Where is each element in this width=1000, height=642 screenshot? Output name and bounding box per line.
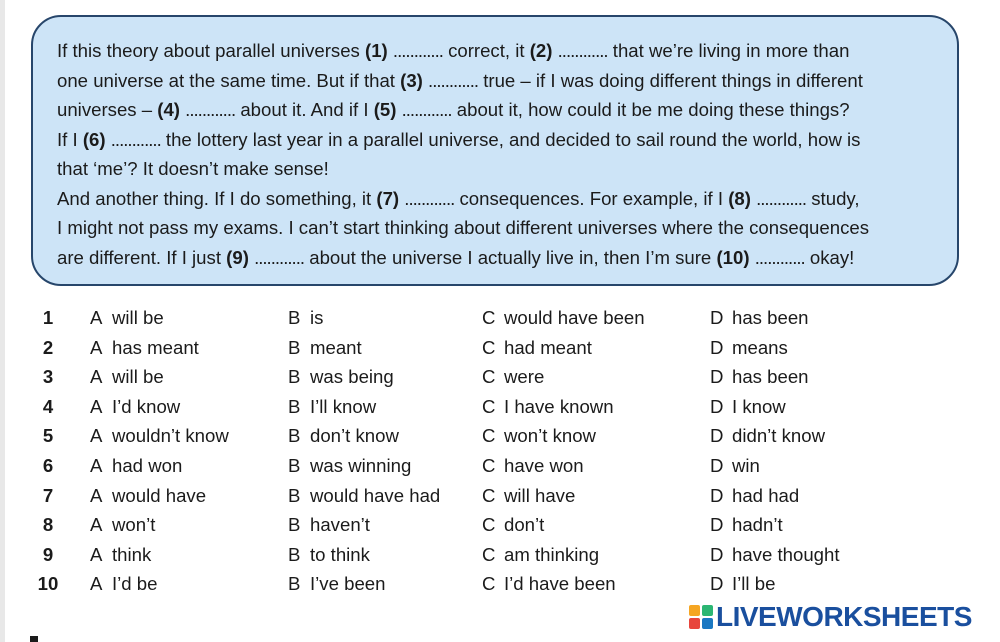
question-list xyxy=(0,303,1000,599)
option-letter: B xyxy=(288,514,301,536)
option-text: means xyxy=(732,336,788,358)
answer-blank[interactable]: ............ xyxy=(404,187,455,209)
option-text: I’d have been xyxy=(504,573,616,595)
question-number: 2 xyxy=(42,336,54,358)
option-letter: D xyxy=(710,425,724,447)
option-text: I’ll be xyxy=(732,573,776,595)
option-d[interactable] xyxy=(710,392,786,422)
option-b[interactable] xyxy=(288,569,385,599)
option-letter: D xyxy=(710,543,724,565)
option-text: had had xyxy=(732,484,800,506)
option-text: meant xyxy=(310,336,362,358)
gap-number: (5) xyxy=(373,99,397,120)
passage-text-run: that ‘me’? It doesn’t make sense! xyxy=(57,158,329,179)
answer-blank[interactable]: ............ xyxy=(428,69,479,91)
option-c[interactable] xyxy=(482,333,592,363)
passage-text-run: the lottery last year in a parallel universe, and decided to sail round the world, how is xyxy=(160,128,861,150)
option-letter: B xyxy=(288,366,301,388)
answer-blank[interactable]: ............ xyxy=(756,187,807,209)
passage-box xyxy=(31,15,959,286)
option-b[interactable] xyxy=(288,362,394,392)
passage-text xyxy=(57,36,939,272)
option-letter: C xyxy=(482,573,496,595)
option-b[interactable] xyxy=(288,392,376,422)
option-letter: B xyxy=(288,543,301,565)
option-letter: D xyxy=(710,573,724,595)
passage-line xyxy=(57,66,939,96)
option-a[interactable] xyxy=(90,540,151,570)
option-text: don’t xyxy=(504,514,545,536)
passage-text-run: consequences. For example, if I xyxy=(454,187,729,209)
passage-text-run: are different. If I just xyxy=(57,246,227,268)
passage-text-run: If this theory about parallel universes xyxy=(57,40,365,61)
question-number: 9 xyxy=(42,543,54,565)
option-letter: C xyxy=(482,514,496,536)
option-text: was winning xyxy=(310,454,412,476)
option-text: won’t xyxy=(112,514,156,536)
question-number: 5 xyxy=(42,425,54,447)
option-b[interactable] xyxy=(288,303,323,333)
option-a[interactable] xyxy=(90,392,180,422)
option-letter: D xyxy=(710,454,724,476)
option-letter: D xyxy=(710,395,724,417)
option-d[interactable] xyxy=(710,362,809,392)
option-a[interactable] xyxy=(90,481,206,511)
option-text: think xyxy=(112,543,152,565)
option-text: will be xyxy=(112,307,164,328)
option-text: wouldn’t know xyxy=(112,425,229,447)
option-text: I have known xyxy=(504,395,614,417)
passage-text-run: And another thing. If I do something, it xyxy=(57,187,377,209)
question-row xyxy=(0,510,1000,540)
passage-text-run: If I xyxy=(57,128,83,150)
option-letter: B xyxy=(288,425,301,447)
gap-number: (4) xyxy=(157,99,180,120)
passage-line xyxy=(57,125,939,155)
option-text: I’ve been xyxy=(310,573,386,595)
option-text: hadn’t xyxy=(732,514,783,536)
option-text: had meant xyxy=(504,336,592,358)
option-text: have won xyxy=(504,454,584,476)
option-text: am thinking xyxy=(504,543,600,565)
option-letter: C xyxy=(482,543,496,565)
option-letter: B xyxy=(288,573,301,595)
option-c[interactable] xyxy=(482,421,596,451)
question-row xyxy=(0,481,1000,511)
passage-text-run: true – if I was doing different things in different xyxy=(478,69,863,91)
option-letter: D xyxy=(710,307,724,328)
option-b[interactable] xyxy=(288,451,411,481)
question-number: 7 xyxy=(42,484,54,506)
passage-line xyxy=(57,213,939,243)
option-letter: A xyxy=(90,425,103,447)
option-d[interactable] xyxy=(710,451,760,481)
option-letter: A xyxy=(90,307,103,328)
option-letter: D xyxy=(710,514,724,536)
option-text: didn’t know xyxy=(732,425,826,447)
option-text: I’ll know xyxy=(310,395,377,417)
question-number: 10 xyxy=(37,573,59,595)
option-text: don’t know xyxy=(310,425,399,447)
passage-line xyxy=(57,243,939,273)
option-letter: D xyxy=(710,366,724,388)
option-b[interactable] xyxy=(288,510,370,540)
passage-text-run: okay! xyxy=(804,246,855,268)
answer-blank[interactable]: ............ xyxy=(557,40,608,61)
page-mark xyxy=(30,636,38,642)
answer-blank[interactable]: ............ xyxy=(185,99,236,120)
option-d[interactable] xyxy=(710,540,840,570)
option-a[interactable] xyxy=(90,362,164,392)
option-letter: D xyxy=(710,484,724,506)
answer-blank[interactable]: ............ xyxy=(110,128,161,150)
option-b[interactable] xyxy=(288,421,399,451)
passage-line xyxy=(57,184,939,214)
passage-text-run: about it. And if I xyxy=(235,99,374,120)
option-b[interactable] xyxy=(288,481,440,511)
option-c[interactable] xyxy=(482,451,584,481)
option-letter: A xyxy=(90,366,103,388)
option-letter: B xyxy=(288,395,301,417)
gap-number: (8) xyxy=(728,187,751,209)
question-number: 3 xyxy=(42,366,54,388)
option-text: had won xyxy=(112,454,183,476)
option-text: haven’t xyxy=(310,514,370,536)
option-text: won’t know xyxy=(504,425,596,447)
option-a[interactable] xyxy=(90,421,229,451)
option-text: I’d know xyxy=(112,395,181,417)
option-letter: B xyxy=(288,484,301,506)
option-text: has been xyxy=(732,366,809,388)
option-text: is xyxy=(310,307,324,328)
question-row xyxy=(0,421,1000,451)
passage-text-run: study, xyxy=(806,187,860,209)
option-text: were xyxy=(504,366,545,388)
passage-line xyxy=(57,36,939,66)
option-text: has been xyxy=(732,307,809,328)
question-number: 8 xyxy=(42,514,54,536)
option-text: I know xyxy=(732,395,786,417)
option-d[interactable] xyxy=(710,303,809,333)
option-text: I’d be xyxy=(112,573,158,595)
option-c[interactable] xyxy=(482,510,544,540)
option-c[interactable] xyxy=(482,481,575,511)
liveworksheets-logo xyxy=(689,603,972,631)
option-c[interactable] xyxy=(482,392,614,422)
option-letter: C xyxy=(482,307,496,328)
passage-text-run: one universe at the same time. But if that xyxy=(57,69,401,91)
option-letter: A xyxy=(90,514,103,536)
option-letter: B xyxy=(288,454,301,476)
option-a[interactable] xyxy=(90,510,155,540)
gap-number: (10) xyxy=(716,246,750,268)
option-text: would have xyxy=(112,484,207,506)
option-text: was being xyxy=(310,366,394,388)
option-letter: C xyxy=(482,425,496,447)
option-c[interactable] xyxy=(482,362,544,392)
passage-text-run: about it, how could it be me doing these things? xyxy=(451,99,850,120)
option-a[interactable] xyxy=(90,451,182,481)
gap-number: (3) xyxy=(400,69,423,91)
option-letter: C xyxy=(482,454,496,476)
option-letter: A xyxy=(90,395,103,417)
passage-text-run: correct, it xyxy=(442,40,530,61)
option-letter: B xyxy=(288,336,301,358)
option-c[interactable] xyxy=(482,569,616,599)
option-letter: C xyxy=(482,395,496,417)
option-d[interactable] xyxy=(710,569,775,599)
option-letter: A xyxy=(90,336,103,358)
option-text: would have been xyxy=(504,307,645,328)
option-d[interactable] xyxy=(710,421,825,451)
question-number: 1 xyxy=(42,307,54,328)
option-a[interactable] xyxy=(90,333,199,363)
liveworksheets-wordmark: LIVEWORKSHEETS xyxy=(716,601,972,632)
passage-text-run: I might not pass my exams. I can’t start thinking about different universes where the consequences xyxy=(57,217,870,238)
option-letter: A xyxy=(90,484,103,506)
option-letter: D xyxy=(710,336,724,358)
passage-text-run: universes – xyxy=(57,99,158,120)
passage-text-run: that we’re living in more than xyxy=(607,40,850,61)
question-row xyxy=(0,303,1000,333)
option-text: have thought xyxy=(732,543,840,565)
question-number: 4 xyxy=(42,395,54,417)
option-c[interactable] xyxy=(482,303,645,333)
option-letter: B xyxy=(288,307,301,328)
gap-number: (9) xyxy=(226,246,249,268)
question-row xyxy=(0,540,1000,570)
option-d[interactable] xyxy=(710,510,783,540)
answer-blank[interactable]: ............ xyxy=(754,246,805,268)
option-text: would have had xyxy=(310,484,441,506)
option-text: win xyxy=(732,454,760,476)
question-row xyxy=(0,392,1000,422)
gap-number: (7) xyxy=(376,187,400,209)
option-d[interactable] xyxy=(710,333,788,363)
option-letter: A xyxy=(90,573,103,595)
option-b[interactable] xyxy=(288,333,362,363)
answer-blank[interactable]: ............ xyxy=(401,99,452,120)
option-d[interactable] xyxy=(710,481,799,511)
option-text: to think xyxy=(310,543,370,565)
passage-text-run: about the universe I actually live in, then I’m sure xyxy=(304,246,717,268)
question-row xyxy=(0,362,1000,392)
option-text: will have xyxy=(504,484,576,506)
question-number: 6 xyxy=(42,454,54,476)
option-letter: C xyxy=(482,366,496,388)
question-row xyxy=(0,569,1000,599)
answer-blank[interactable]: ............ xyxy=(254,246,305,268)
option-letter: A xyxy=(90,543,103,565)
option-letter: C xyxy=(482,484,496,506)
passage-line xyxy=(57,95,939,125)
gap-number: (6) xyxy=(82,128,106,150)
liveworksheets-icon xyxy=(689,605,713,629)
option-b[interactable] xyxy=(288,540,370,570)
gap-number: (1) xyxy=(365,40,388,61)
option-text: will be xyxy=(112,366,164,388)
answer-blank[interactable]: ............ xyxy=(392,40,443,61)
option-c[interactable] xyxy=(482,540,599,570)
option-letter: C xyxy=(482,336,496,358)
passage-line xyxy=(57,154,939,184)
option-a[interactable] xyxy=(90,303,164,333)
option-a[interactable] xyxy=(90,569,158,599)
question-row xyxy=(0,451,1000,481)
option-text: has meant xyxy=(112,336,199,358)
option-letter: A xyxy=(90,454,103,476)
gap-number: (2) xyxy=(529,40,553,61)
question-row xyxy=(0,333,1000,363)
